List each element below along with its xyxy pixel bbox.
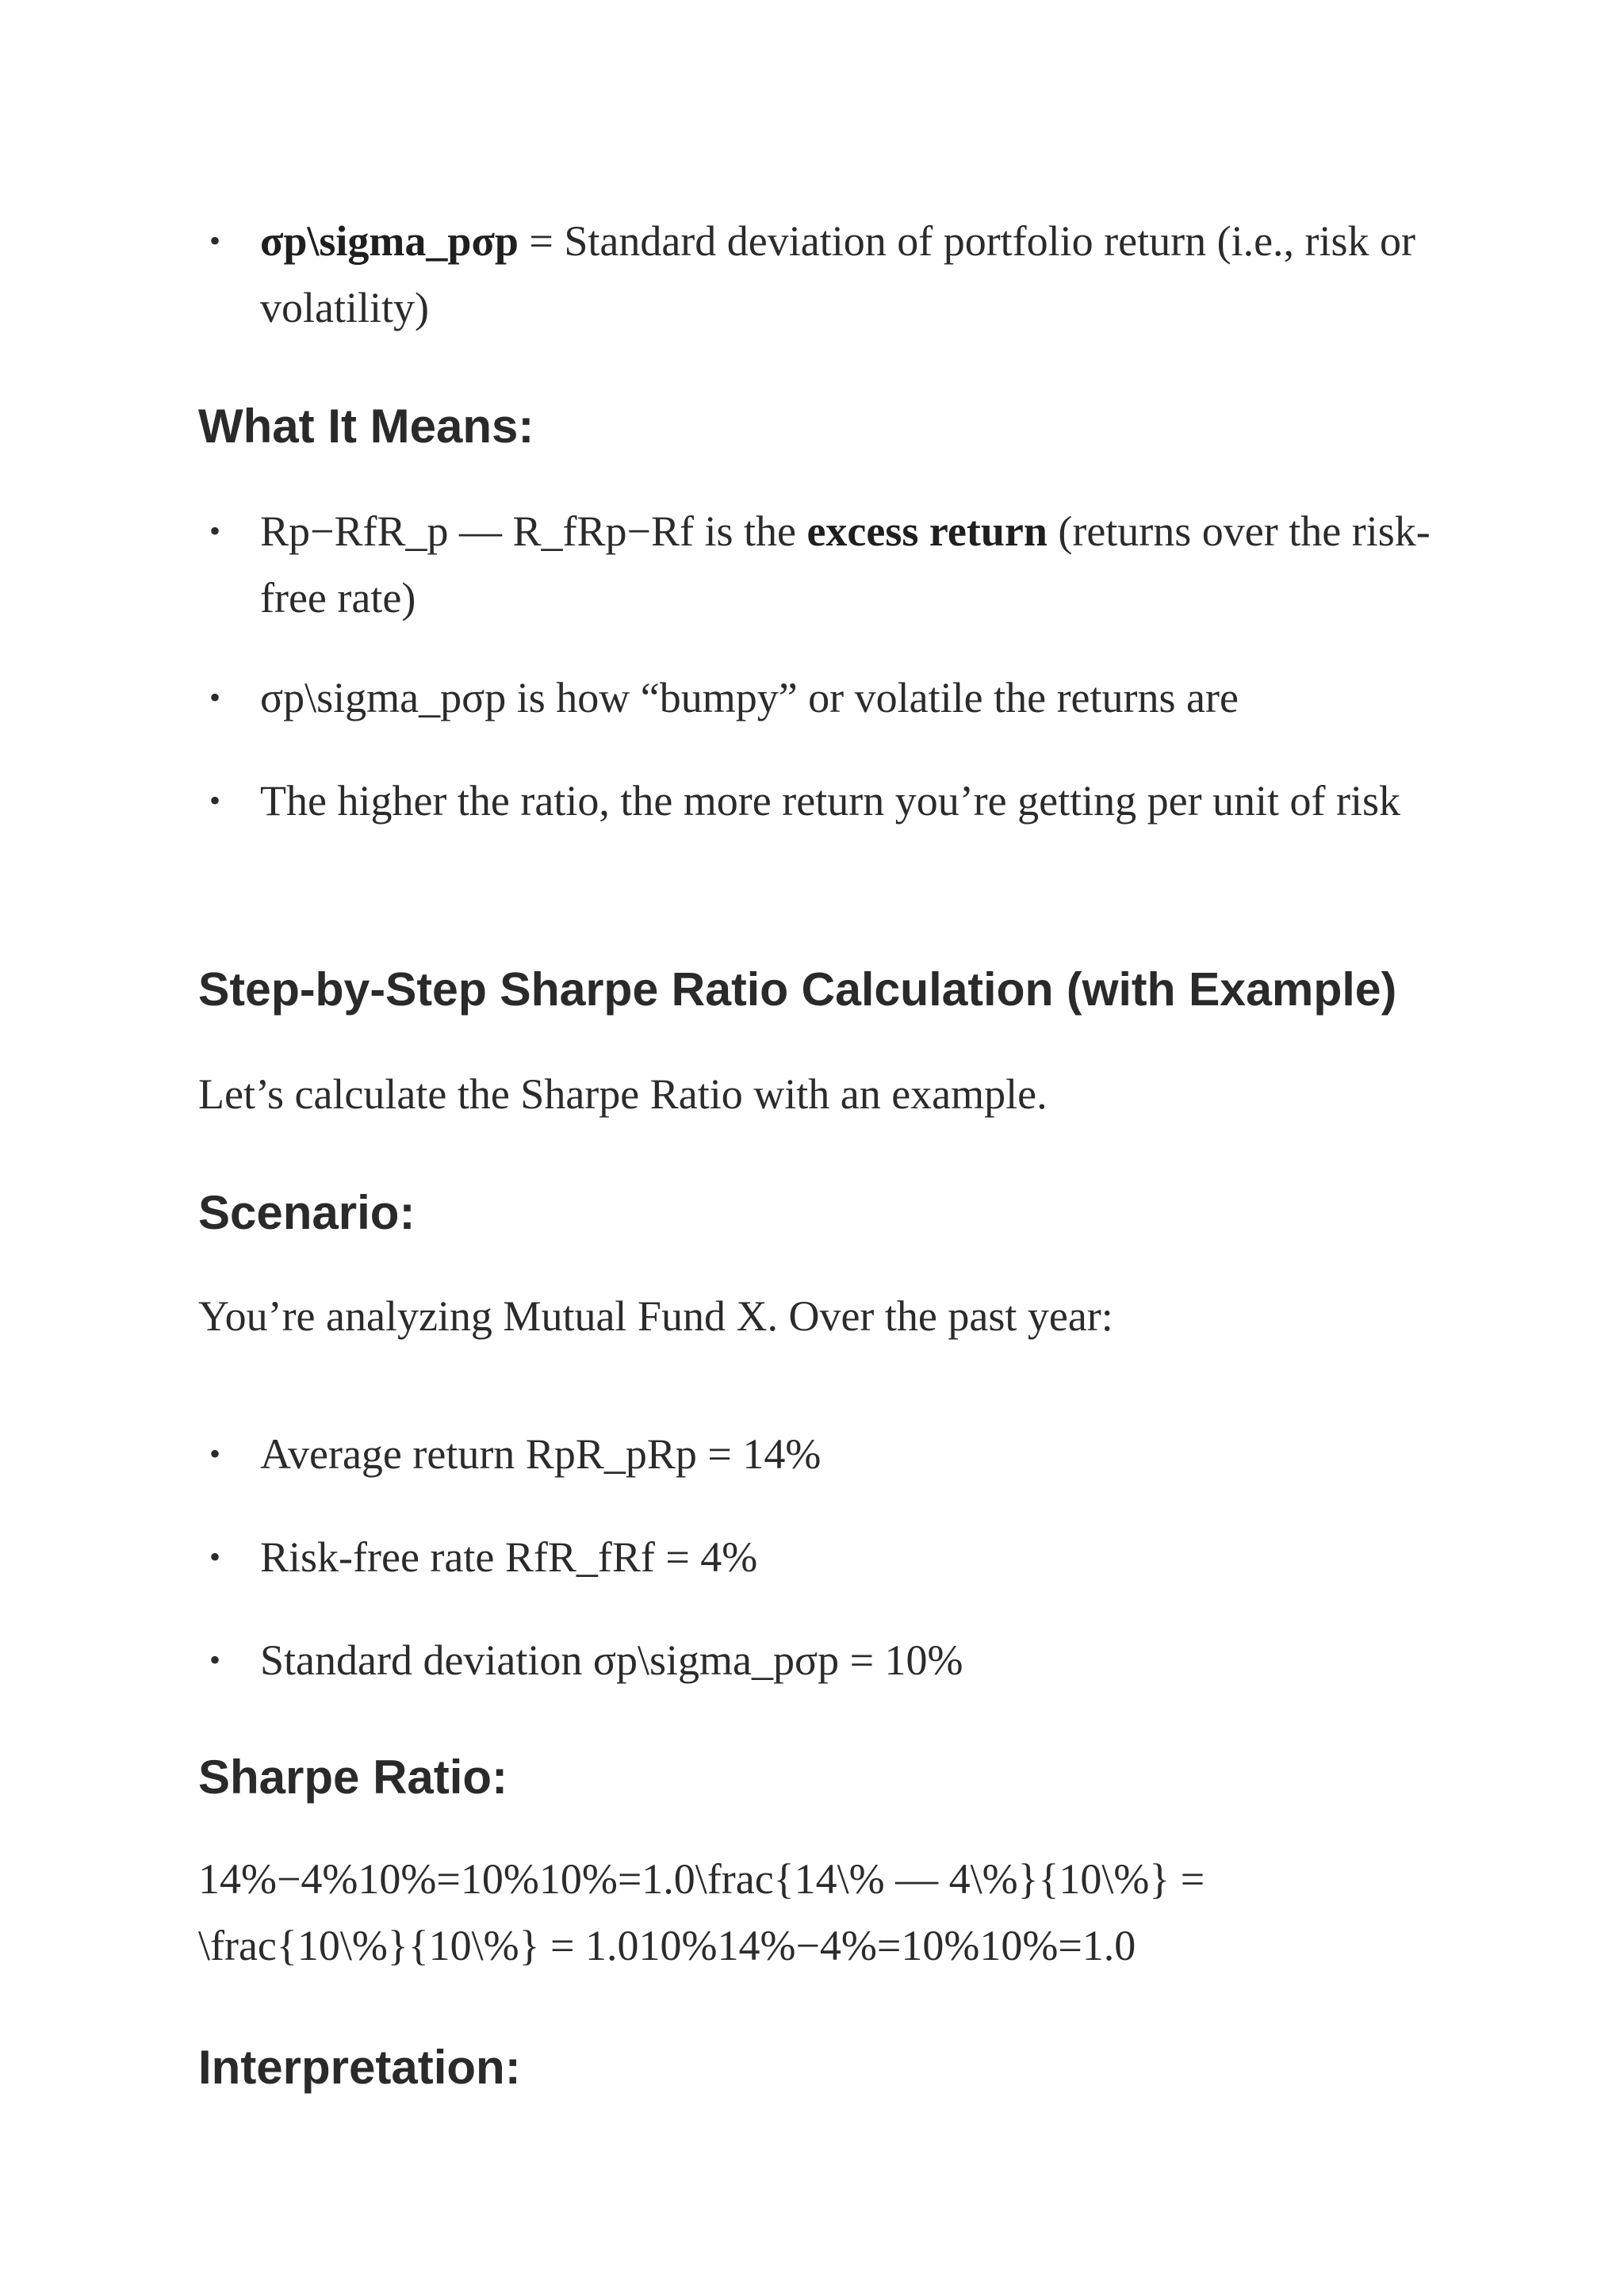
scenario-intro: You’re analyzing Mutual Fund X. Over the past year: xyxy=(198,1292,1113,1340)
excess-return-text-pre: Rp−RfR_p — R_fRp−Rf is the xyxy=(260,507,807,555)
what-it-means-list-2 xyxy=(198,664,1451,731)
scenario-heading: Scenario: xyxy=(198,1186,416,1239)
standard-deviation-text: Standard deviation σp\sigma_pσp = 10% xyxy=(260,1636,963,1684)
sigma-definition-list xyxy=(198,208,1451,341)
scenario-list-3 xyxy=(198,1627,1451,1693)
scenario-list-2 xyxy=(198,1524,1451,1590)
list-item xyxy=(198,1627,1451,1693)
excess-return-term: excess return xyxy=(806,507,1048,555)
bullet-icon: • xyxy=(209,223,221,258)
sharpe-ratio-formula: 14%−4%10%=10%10%=1.0\frac{14\% — 4\%}{10\%} = \frac{10\%}{10\%} = 1.010%14%−4%=10%10%=1.0 xyxy=(198,1855,1205,1969)
what-it-means-list xyxy=(198,498,1451,631)
list-item xyxy=(198,1524,1451,1590)
sigma-term: σp\sigma_pσp xyxy=(260,217,519,265)
average-return-text: Average return RpR_pRp = 14% xyxy=(260,1430,822,1478)
list-item xyxy=(198,498,1451,631)
interpretation-heading: Interpretation: xyxy=(198,2041,521,2094)
list-item xyxy=(198,1421,1451,1487)
calculation-heading: Step-by-Step Sharpe Ratio Calculation (with Example) xyxy=(198,963,1397,1016)
list-item xyxy=(198,767,1451,834)
bullet-icon: • xyxy=(209,1539,221,1575)
bullet-icon: • xyxy=(209,679,221,715)
sigma-definition: = Standard deviation of portfolio return (i.e., risk or volatility) xyxy=(260,217,1416,331)
bullet-icon: • xyxy=(209,783,221,818)
list-item xyxy=(198,208,1451,341)
scenario-list-1 xyxy=(198,1421,1451,1487)
excess-return-text-post: (returns over the risk-free rate) xyxy=(260,507,1431,622)
what-it-means-list-3 xyxy=(198,767,1451,834)
risk-free-rate-text: Risk-free rate RfR_fRf = 4% xyxy=(260,1533,758,1581)
bullet-icon: • xyxy=(209,513,221,549)
list-item xyxy=(198,664,1451,731)
sharpe-ratio-heading: Sharpe Ratio: xyxy=(198,1751,508,1804)
higher-ratio-text: The higher the ratio, the more return you’re getting per unit of risk xyxy=(260,777,1401,825)
bullet-icon: • xyxy=(209,1642,221,1678)
volatility-text: σp\sigma_pσp is how “bumpy” or volatile the returns are xyxy=(260,674,1239,721)
calculation-intro: Let’s calculate the Sharpe Ratio with an example. xyxy=(198,1070,1048,1118)
what-it-means-heading: What It Means: xyxy=(198,400,534,453)
bullet-icon: • xyxy=(209,1436,221,1471)
